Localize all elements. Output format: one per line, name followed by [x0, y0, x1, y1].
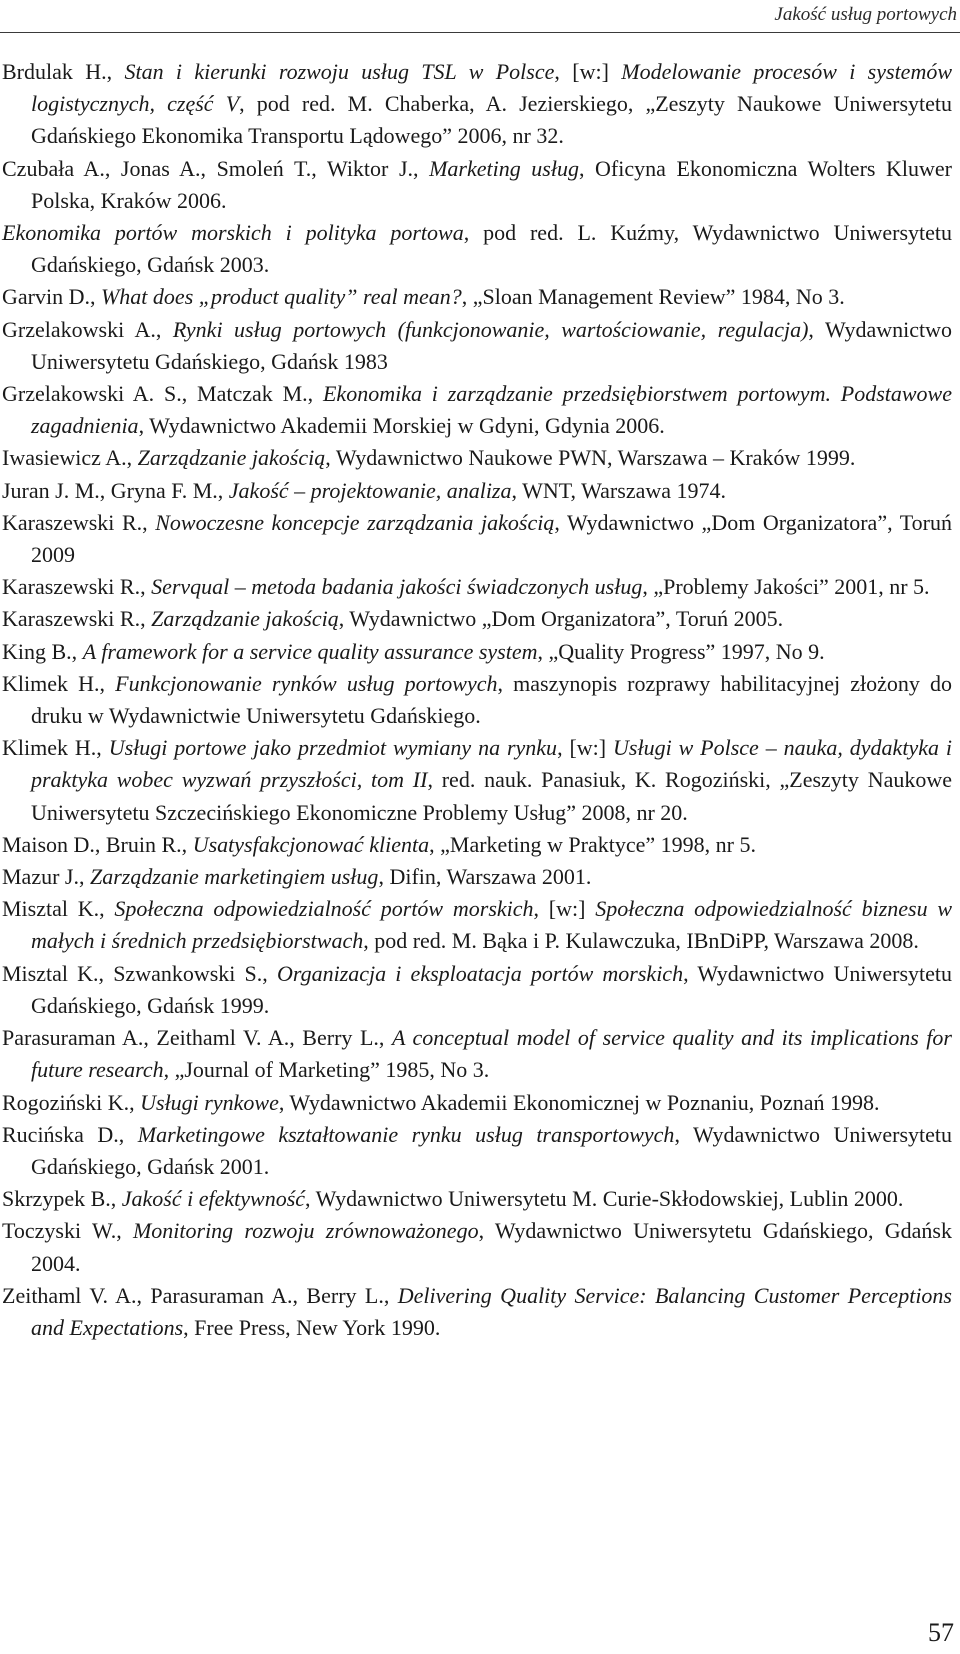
header-rule: [0, 32, 960, 33]
entry-text: Klimek H.,: [2, 670, 116, 696]
entry-text: Karaszewski R.,: [2, 509, 156, 535]
entry-text: King B.,: [2, 638, 83, 664]
entry-text: , „Journal of Marketing” 1985, No 3.: [163, 1057, 490, 1083]
entry-title-italic: Stan i kierunki rozwoju usług TSL w Polsce: [124, 59, 555, 84]
bibliography-list: [2, 56, 952, 1344]
entry-text: Misztal K.,: [2, 896, 115, 922]
bibliography-entry: [2, 603, 952, 635]
entry-title-italic: Zarządzanie jakością: [137, 445, 326, 471]
entry-text: , [w:]: [533, 896, 596, 922]
entry-text: , Free Press, New York 1990.: [183, 1314, 441, 1340]
running-header: Jakość usług portowych: [774, 4, 957, 25]
entry-title-italic: Modelowanie procesów i systemów logistycznych, część V: [31, 59, 953, 117]
entry-title-italic: Ekonomika i zarządzanie przedsiębiorstwem portowym. Podstawowe zagadnienia: [31, 381, 952, 439]
entry-title-italic: Usługi w Polsce – nauka, dydaktyka i praktyka wobec wyzwań przyszłości, tom II: [31, 735, 952, 793]
entry-text: , „Sloan Management Review” 1984, No 3.: [461, 284, 845, 310]
bibliography-entry: [2, 636, 952, 668]
entry-title-italic: Zarządzanie marketingiem usług: [89, 864, 379, 890]
bibliography-entry: [2, 1087, 952, 1119]
entry-title-italic: Nowoczesne koncepcje zarządzania jakością: [155, 509, 555, 535]
entry-title-italic: Delivering Quality Service: Balancing Customer Perceptions and Expectations: [31, 1282, 952, 1340]
entry-text: , Wydawnictwo Uniwersytetu M. Curie-Skłodowskiej, Lublin 2000.: [305, 1186, 904, 1212]
bibliography-entry: [2, 829, 952, 861]
entry-text: , Wydawnictwo Uniwersytetu Gdańskiego, Gdańsk 2001.: [31, 1121, 953, 1179]
bibliography-entry: [2, 1022, 952, 1086]
entry-text: , [w:]: [557, 735, 614, 761]
bibliography-entry: [2, 861, 952, 893]
entry-text: Grzelakowski A. S., Matczak M.,: [2, 381, 323, 407]
entry-text: , pod red. M. Chaberka, A. Jezierskiego, „Zeszyty Naukowe Uniwersytetu Gdańskiego Ekonomika Transportu Lądowego” 2006, nr 32.: [31, 91, 953, 149]
entry-title-italic: Monitoring rozwoju zrównoważonego: [132, 1218, 479, 1244]
entry-text: , pod red. L. Kuźmy, Wydawnictwo Uniwersytetu Gdańskiego, Gdańsk 2003.: [31, 220, 952, 278]
entry-text: Karaszewski R.,: [2, 574, 152, 600]
entry-text: Parasuraman A., Zeithaml V. A., Berry L.,: [2, 1025, 392, 1051]
bibliography-entry: [2, 378, 952, 442]
entry-text: , Wydawnictwo „Dom Organizatora”, Toruń 2009: [31, 509, 952, 568]
entry-text: , maszynopis rozprawy habilitacyjnej złożony do druku w Wydawnictwie Uniwersytetu Gdańskiego.: [31, 670, 952, 729]
entry-text: Maison D., Bruin R.,: [2, 831, 193, 857]
entry-title-italic: Marketing usług: [429, 155, 579, 181]
entry-text: , WNT, Warszawa 1974.: [511, 477, 726, 503]
entry-text: Toczyski W.,: [2, 1218, 133, 1244]
entry-title-italic: Ekonomika portów morskich i polityka portowa: [2, 220, 464, 246]
bibliography-entry: [2, 442, 952, 474]
entry-text: Zeithaml V. A., Parasuraman A., Berry L.,: [2, 1282, 398, 1308]
entry-text: Mazur J.,: [2, 864, 90, 890]
bibliography-entry: [2, 958, 952, 1022]
entry-text: Rogoziński K.,: [2, 1089, 141, 1115]
bibliography-entry: [2, 1280, 952, 1344]
entry-title-italic: Jakość i efektywność: [121, 1186, 306, 1212]
entry-text: , Wydawnictwo Naukowe PWN, Warszawa – Kraków 1999.: [325, 445, 856, 471]
entry-text: , Wydawnictwo Uniwersytetu Gdańskiego, Gdańsk 1999.: [31, 960, 952, 1018]
bibliography-entry: [2, 217, 952, 281]
entry-text: Iwasiewicz A.,: [2, 445, 138, 471]
bibliography-entry: [2, 1215, 952, 1279]
entry-text: , [w:]: [554, 59, 622, 84]
entry-text: Misztal K., Szwankowski S.,: [2, 960, 277, 986]
entry-title-italic: Marketingowe kształtowanie rynku usług transportowych: [137, 1121, 675, 1147]
bibliography-entry: [2, 893, 952, 957]
entry-text: Karaszewski R.,: [2, 606, 152, 632]
entry-title-italic: Społeczna odpowiedzialność biznesu w małych i średnich przedsiębiorstwach: [31, 896, 953, 954]
entry-text: , pod red. M. Bąka i P. Kulawczuka, IBnDiPP, Warszawa 2008.: [363, 928, 919, 954]
bibliography-entry: [2, 571, 952, 603]
bibliography-entry: [2, 56, 952, 153]
bibliography-entry: [2, 281, 952, 313]
entry-title-italic: Servqual – metoda badania jakości świadczonych usług: [151, 574, 643, 600]
entry-text: , red. nauk. Panasiuk, K. Rogoziński, „Zeszyty Naukowe Uniwersytetu Szczecińskiego Ekonomiczne Problemy Usług” 2008, nr 20.: [31, 767, 953, 825]
bibliography-entry: [2, 1119, 952, 1183]
entry-title-italic: A framework for a service quality assurance system: [82, 638, 538, 664]
entry-title-italic: Społeczna odpowiedzialność portów morskich: [114, 896, 534, 922]
bibliography-entry: [2, 314, 952, 378]
entry-text: , Wydawnictwo Akademii Morskiej w Gdyni, Gdynia 2006.: [138, 413, 665, 439]
entry-text: Czubała A., Jonas A., Smoleń T., Wiktor J.,: [2, 155, 430, 181]
entry-text: , Wydawnictwo Uniwersytetu Gdańskiego, Gdańsk 2004.: [31, 1218, 952, 1276]
bibliography-entry: [2, 475, 952, 507]
entry-text: , „Quality Progress” 1997, No 9.: [537, 638, 825, 664]
bibliography-entry: [2, 507, 952, 571]
entry-text: Rucińska D.,: [2, 1121, 138, 1147]
entry-text: Klimek H.,: [2, 735, 109, 761]
entry-title-italic: Usługi rynkowe: [140, 1089, 279, 1115]
entry-title-italic: Zarządzanie jakością: [151, 606, 339, 632]
entry-title-italic: A conceptual model of service quality and its implications for future research: [31, 1025, 952, 1083]
entry-title-italic: Organizacja i eksploatacja portów morskich: [276, 960, 684, 986]
entry-title-italic: Funkcjonowanie rynków usług portowych: [115, 670, 498, 696]
entry-text: Brdulak H.,: [2, 59, 125, 84]
entry-text: Grzelakowski A.,: [2, 316, 173, 342]
entry-text: , Difin, Warszawa 2001.: [378, 864, 592, 890]
entry-title-italic: Usatysfakcjonować klienta: [192, 831, 430, 857]
entry-text: , Wydawnictwo „Dom Organizatora”, Toruń 2005.: [338, 606, 784, 632]
entry-title-italic: Jakość – projektowanie, analiza: [228, 477, 512, 503]
entry-text: , „Marketing w Praktyce” 1998, nr 5.: [429, 831, 756, 857]
entry-text: , „Problemy Jakości” 2001, nr 5.: [642, 574, 930, 600]
entry-text: Juran J. M., Gryna F. M.,: [2, 477, 229, 503]
entry-title-italic: Rynki usług portowych (funkcjonowanie, wartościowanie, regulacja): [172, 316, 809, 342]
entry-text: , Wydawnictwo Akademii Ekonomicznej w Poznaniu, Poznań 1998.: [278, 1089, 880, 1115]
entry-text: , Wydawnictwo Uniwersytetu Gdańskiego, Gdańsk 1983: [31, 316, 953, 374]
bibliography-entry: [2, 668, 952, 732]
bibliography-entry: [2, 732, 952, 829]
entry-title-italic: Usługi portowe jako przedmiot wymiany na rynku: [108, 735, 558, 761]
page-number: 57: [928, 1618, 954, 1647]
entry-text: Garvin D.,: [2, 284, 101, 310]
entry-text: Skrzypek B.,: [2, 1186, 122, 1212]
bibliography-entry: [2, 153, 952, 217]
bibliography-entry: [2, 1183, 952, 1215]
entry-text: , Oficyna Ekonomiczna Wolters Kluwer Polska, Kraków 2006.: [31, 155, 953, 213]
entry-title-italic: What does „product quality” real mean?: [100, 284, 462, 310]
